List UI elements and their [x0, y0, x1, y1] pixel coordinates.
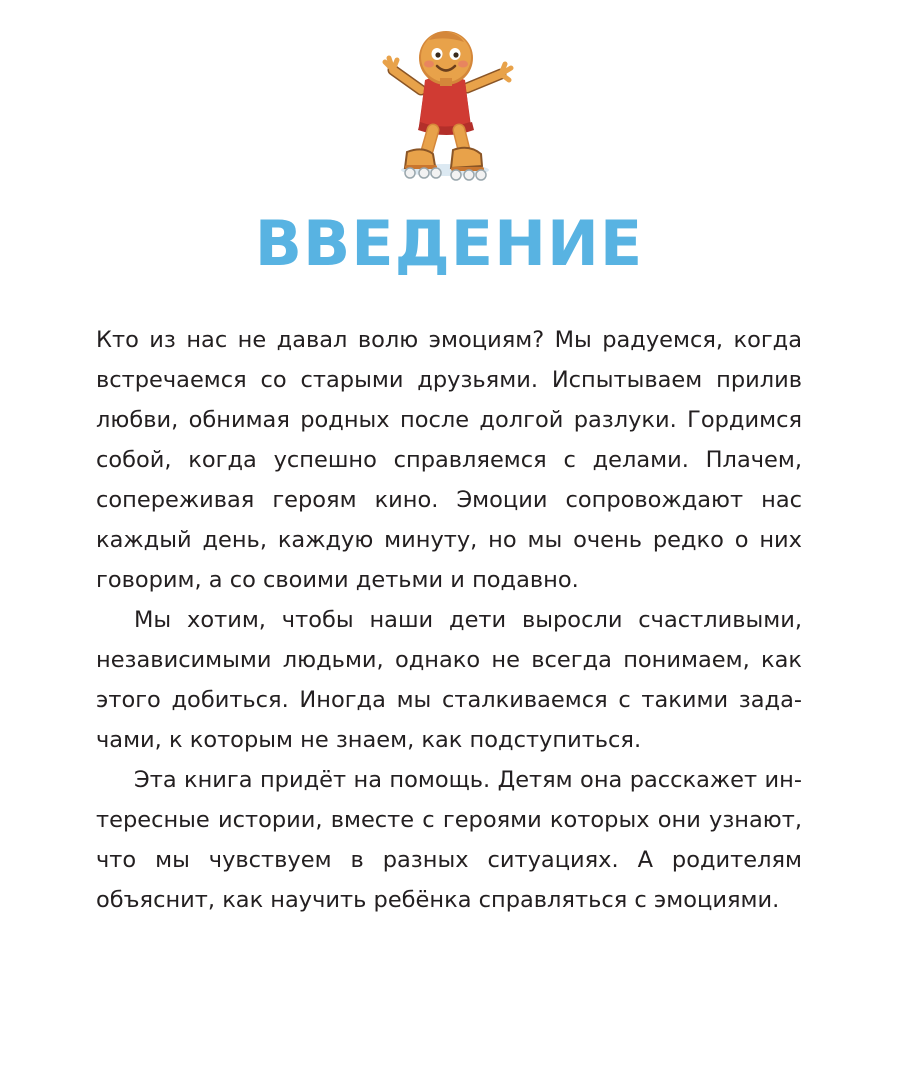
page-title: ВВЕДЕНИЕ: [254, 207, 644, 280]
illustration-container: [96, 0, 802, 193]
paragraph-1: Кто из нас не давал волю эмоциям? Мы радуемся, когда встречаемся со старыми друзьями. Испытываем прилив любви, обнимая родных после долгой разлуки. Гордимся собой, когда успешно справляемся с делами. Плачем, сопереживая героям кино. Эмоции сопровождают нас каждый день, каждую минуту, но мы очень редко о них говорим, а со своими детьми и подавно.: [96, 327, 802, 594]
paragraph-2: Мы хотим, чтобы наши дети выросли счастливыми, независимыми людьми, однако не всегда понимаем, как этого добиться. Иногда мы сталкиваемся с такими задачами, к которым не знаем, как подступиться.: [96, 607, 802, 754]
gingerbread-boy-on-rollerskates-icon: [349, 18, 549, 193]
introduction-body: [96, 320, 802, 920]
paragraph-3: Эта книга придёт на помощь. Детям она расскажет интересные истории, вместе с героями которых они узнают, что мы чувствуем в разных ситуациях. А родителям объяснит, как научить ребёнка справляться с эмоциями.: [96, 767, 802, 914]
